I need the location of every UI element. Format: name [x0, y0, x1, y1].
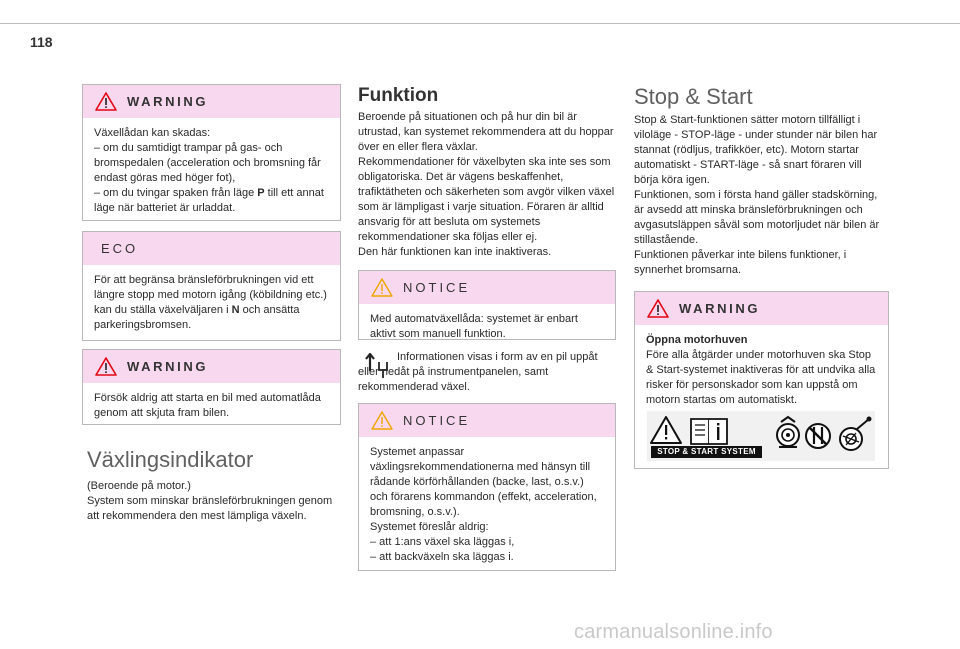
warning-body	[635, 325, 888, 416]
eco-title: ECO	[101, 241, 139, 256]
notice-box-adaptation	[358, 403, 616, 571]
warning-body: Försök aldrig att starta en bil med automatlåda genom att skjuta fram bilen.	[94, 392, 321, 419]
warning-title: WARNING	[127, 94, 209, 109]
page-number: 118	[30, 34, 53, 50]
notice-triangle-icon	[371, 411, 393, 430]
stop-start-text: Stop & Start-funktionen sätter motorn tillfälligt i viloläge - STOP-läge - under stunder när bilen har stannat (rödljus, trafikköer, etc). Motorn startar automatiskt - START-läge - så snart föraren vill börja köra igen. Funktionen, som i första hand gäller stadskörning, är avsedd att minska bränsleförbrukningen och avgasutsläppen såväl som motorljudet när bilen är stillastående. Funktionen påverkar inte bilens funktioner, i synnerhet bromsarna.	[634, 114, 880, 276]
warning-triangle-icon	[647, 299, 669, 318]
warning-header	[635, 292, 888, 325]
warning-triangle-icon	[95, 92, 117, 111]
notice-box-automatic	[358, 270, 616, 340]
warning-text-line: Växellådan kan skadas:	[94, 127, 211, 139]
notice-body: Med automatväxellåda: systemet är enbart aktivt som manuell funktion.	[370, 313, 578, 340]
warning-text-line	[94, 186, 329, 216]
label-fan-icon	[840, 417, 872, 451]
gear-n-label: N	[231, 304, 240, 316]
warning-box-gearbox	[82, 84, 341, 221]
section-title-stop-start: Stop & Start	[634, 84, 753, 109]
warning-triangle-icon	[95, 357, 117, 376]
eco-text-part: och ansätta parkeringsbromsen.	[94, 304, 300, 331]
section-title-function: Funktion	[358, 85, 439, 106]
warning-text-part: – om du tvingar spaken från läge	[94, 187, 258, 199]
section-title-gear-indicator: Växlingsindikator	[87, 447, 254, 472]
warning-header	[83, 85, 340, 118]
info-text-full: Informationen visas i form av en pil uppåt eller nedåt på instrumentpanelen, samt rekommenderad växel.	[358, 351, 598, 393]
notice-header	[359, 404, 615, 437]
label-warning-triangle-icon	[651, 417, 681, 443]
warning-title: WARNING	[679, 301, 761, 316]
warning-box-push-start	[82, 349, 341, 425]
label-manual-book-icon	[691, 419, 727, 444]
label-no-touch-icon	[806, 424, 830, 448]
function-text: Beroende på situationen och på hur din bil är utrustad, kan systemet rekommendera att du hoppar över en eller flera växlar. Rekommendationer för växelbyten ska inte ses som obligatoriska. Det är vägens beskaffenhet, trafiktätheten och säkerheten som avgör vilken växel som är lämpligast i varje situation. Föraren är alltid ansvarig för att besluta om systemets rekommendationer ska följas eller ej. Den här funktionen kan inte inaktiveras.	[358, 111, 615, 258]
warning-text-part: till ett annat läge när batteriet är urladdat.	[94, 187, 324, 214]
warning-body	[83, 118, 340, 224]
warning-header	[83, 350, 340, 383]
label-auto-start-icon	[777, 417, 799, 447]
notice-triangle-icon	[371, 278, 393, 297]
eco-text-part: För att begränsa bränsleförbrukningen vid ett längre stopp med motorn igång (köbildning etc.) kan du ställa växelväljaren i	[94, 274, 327, 316]
gear-p-label: P	[257, 187, 265, 199]
warning-text: Före alla åtgärder under motorhuven ska Stop & Start-systemet inaktiveras för att undvika alla risker för personskador som kan uppstå om motorn startas om automatiskt.	[646, 349, 876, 406]
gear-indicator-text: (Beroende på motor.) System som minskar bränsleförbrukningen genom att rekommendera den mest lämpliga växeln.	[87, 480, 333, 522]
stop-start-label-graphic	[647, 411, 875, 461]
warning-heading: Öppna motorhuven	[646, 334, 748, 346]
notice-title: NOTICE	[403, 413, 471, 428]
warning-text-line: – om du samtidigt trampar på gas- och bromspedalen (acceleration och bromsning får endast göras med höger fot),	[94, 142, 321, 184]
notice-body: Systemet anpassar växlingsrekommendationerna med hänsyn till rådande körförhållanden (backe, last, o.s.v.) och förarens kommandon (effekt, acceleration, bromsning, o.s.v.). Systemet föreslår aldrig: – att 1:ans växel ska läggas i, – att backväxeln ska läggas i.	[370, 446, 597, 563]
eco-box	[82, 231, 341, 341]
eco-header	[83, 232, 340, 265]
watermark: carmanualsonline.info	[574, 621, 773, 643]
warning-title: WARNING	[127, 359, 209, 374]
top-rule	[0, 23, 960, 24]
eco-body	[83, 265, 340, 341]
stop-start-badge-label: STOP & START SYSTEM	[657, 447, 756, 456]
notice-title: NOTICE	[403, 280, 471, 295]
notice-header	[359, 271, 615, 304]
